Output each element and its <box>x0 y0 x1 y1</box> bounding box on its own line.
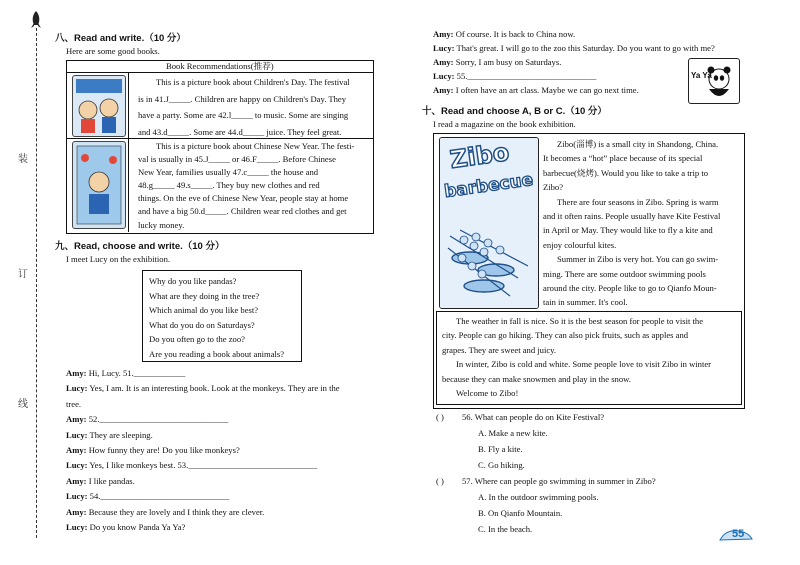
article-line: around the city. People like to go to Qianfo Moun- <box>543 283 717 294</box>
section-8-intro: Here are some good books. <box>66 46 160 56</box>
speaker: Lucy: <box>433 71 455 81</box>
article-line: In winter, Zibo is cold and white. Some people love to visit Zibo in winter <box>456 359 712 370</box>
article-line: It becomes a “hot” place because of its special <box>543 153 703 164</box>
speaker: Lucy: <box>66 429 88 440</box>
book-2-line: lucky money. <box>138 219 185 230</box>
panda-picture <box>688 58 740 104</box>
book-cover-chinese-new-year <box>72 141 126 229</box>
book-2-line: and have a big 50.d_____. Children wear red clothes and get <box>138 206 347 217</box>
article-line: ming. There are some outdoor swimming pools <box>543 268 706 279</box>
article-line: because they can make snowmen and play in the snow. <box>442 373 631 384</box>
book-2-line: New Year, families usually 47.c_____ the house and <box>138 167 319 178</box>
option-item: Are you reading a book about animals? <box>149 348 285 359</box>
option-57-b[interactable]: B. On Qianfo Mountain. <box>478 508 563 518</box>
article-line: Zibo? <box>543 182 564 193</box>
book-1-line: have a party. Some are 42.l_____ to music. Some are singing <box>138 110 349 120</box>
right-page <box>400 0 800 565</box>
article-line: Welcome to Zibo! <box>456 388 519 399</box>
dialog-line: I often have an art class. Maybe we can go next time. <box>455 85 639 95</box>
book-1-text <box>138 74 370 140</box>
book-1-line: and 43.d_____. Some are 44.d_____ juice. They feel great. <box>138 126 342 137</box>
section-8-title: 八、Read and write.（10 分） <box>55 33 186 44</box>
answer-blank-55[interactable]: 55.______________________________ <box>456 71 597 81</box>
table-header: Book Recommendations(推荐) <box>166 61 274 71</box>
speaker: Amy: <box>66 414 87 425</box>
dialog-line: I like pandas. <box>88 475 135 486</box>
section-10-title: 十、Read and choose A, B or C.（10 分） <box>422 106 607 117</box>
option-item: Which animal do you like best? <box>149 305 259 315</box>
question-56: 56. What can people do on Kite Festival? <box>462 412 605 422</box>
section-10-intro: I read a magazine on the book exhibition. <box>433 119 576 129</box>
dialog-line: Yes, I like monkeys best. 53.______________________________ <box>89 460 318 471</box>
page-number: 55 <box>732 528 745 540</box>
option-57-c[interactable]: C. In the beach. <box>478 524 533 534</box>
options-box <box>142 270 302 362</box>
magazine-text-bottom <box>442 314 736 400</box>
speaker: Lucy: <box>66 383 88 394</box>
section-9-title: 九、Read, choose and write.（10 分） <box>55 241 225 252</box>
book-2-line: things. On the eve of Chinese New Year, people stay at home <box>138 193 349 204</box>
article-line: Zibo(淄博) is a small city in Shandong, China. <box>557 139 719 149</box>
dialog-line: How funny they are! Do you like monkeys? <box>88 445 240 456</box>
option-56-a[interactable]: A. Make a new kite. <box>478 428 548 438</box>
speaker: Amy: <box>66 368 87 378</box>
panda-label: Ya Ya <box>691 71 712 80</box>
magazine-text-right <box>543 137 739 310</box>
article-line: There are four seasons in Zibo. Spring is warm <box>557 196 719 207</box>
option-56-c[interactable]: C. Go hiking. <box>478 460 525 470</box>
binding-margin <box>0 0 48 565</box>
page-number-badge <box>718 527 754 543</box>
dialog-line: Of course. It is back to China now. <box>455 29 576 39</box>
speaker: Lucy: <box>66 491 88 502</box>
option-57-a[interactable]: A. In the outdoor swimming pools. <box>478 492 599 502</box>
article-line: tain in summer. It's cool. <box>543 297 628 308</box>
option-56-b[interactable]: B. Fly a kite. <box>478 444 523 454</box>
article-line: and it often rains. People usually have Kite Festival <box>543 211 721 222</box>
speaker: Lucy: <box>66 460 88 471</box>
question-57: 57. Where can people go swimming in summer in Zibo? <box>462 476 656 486</box>
speaker: Lucy: <box>66 522 88 533</box>
book-1-line: This is a picture book about Children's Day. The festival <box>156 77 350 87</box>
article-line: The weather in fall is nice. So it is the best season for people to visit the <box>456 316 704 326</box>
book-2-line: val is usually in 45.J_____ or 46.F_____. Before Chinese <box>138 154 336 165</box>
dialog-line: That's great. I will go to the zoo this Saturday. Do you want to go with me? <box>456 43 715 53</box>
article-line: Summer in Zibo is very hot. You can go swim- <box>557 254 719 265</box>
answer-paren-57[interactable]: ( ) <box>436 476 444 486</box>
dialog-line: Hi, Lucy. 51.____________ <box>88 368 186 378</box>
article-line: barbecue(烧烤). Would you like to take a trip to <box>543 167 709 178</box>
zibo-barbecue-poster <box>439 137 539 309</box>
speaker: Amy: <box>433 85 454 95</box>
option-item: Do you often go to the zoo? <box>149 334 245 344</box>
margin-char-2: 订 <box>18 269 28 280</box>
rocket-icon <box>29 10 43 30</box>
article-line: city. People can go hiking. They can also pick fruits, such as apples and <box>442 330 689 341</box>
option-item: What are they doing in the tree? <box>149 290 260 301</box>
margin-char-1: 装 <box>18 154 28 165</box>
answer-paren-56[interactable]: ( ) <box>436 412 444 422</box>
speaker: Amy: <box>66 445 87 456</box>
option-item: What do you do on Saturdays? <box>149 319 255 330</box>
article-line: in April or May. They would like to fly a kite and <box>543 225 713 236</box>
speaker: Amy: <box>433 57 454 67</box>
book-2-line: This is a picture book about Chinese New Year. The festi- <box>156 141 355 151</box>
option-item: Why do you like pandas? <box>149 276 237 286</box>
book-cover-childrens-day <box>72 75 126 137</box>
speaker: Lucy: <box>433 43 455 53</box>
margin-char-3: 线 <box>18 399 28 410</box>
article-line: grapes. They are sweet and juicy. <box>442 344 557 355</box>
answer-blank-52[interactable]: 52.______________________________ <box>88 414 229 425</box>
article-line: enjoy colourful kites. <box>543 239 617 250</box>
speaker: Amy: <box>66 506 87 517</box>
section-9-intro: I meet Lucy on the exhibition. <box>66 254 171 264</box>
dialog-left <box>66 366 386 535</box>
answer-blank-54[interactable]: 54.______________________________ <box>89 491 230 502</box>
dialog-line: Yes, I am. It is an interesting book. Look at the monkeys. They are in the <box>89 383 340 394</box>
book-2-text <box>138 140 370 232</box>
dialog-line: They are sleeping. <box>89 429 153 440</box>
poster-title-barbecue: barbecue <box>443 169 535 203</box>
speaker: Amy: <box>66 475 87 486</box>
book-2-line: 48.g_____ 49.s_____. They buy new clothes and red <box>138 180 320 191</box>
poster-title-zibo: Zibo <box>448 138 511 174</box>
dialog-line: tree. <box>66 398 82 409</box>
book-1-line: is in 41.J_____. Children are happy on Children's Day. They <box>138 93 347 104</box>
dialog-line: Sorry, I am busy on Saturdays. <box>455 57 562 67</box>
dialog-line: Because they are lovely and I think they are clever. <box>88 506 265 517</box>
dialog-line: Do you know Panda Ya Ya? <box>89 522 186 533</box>
speaker: Amy: <box>433 29 454 39</box>
